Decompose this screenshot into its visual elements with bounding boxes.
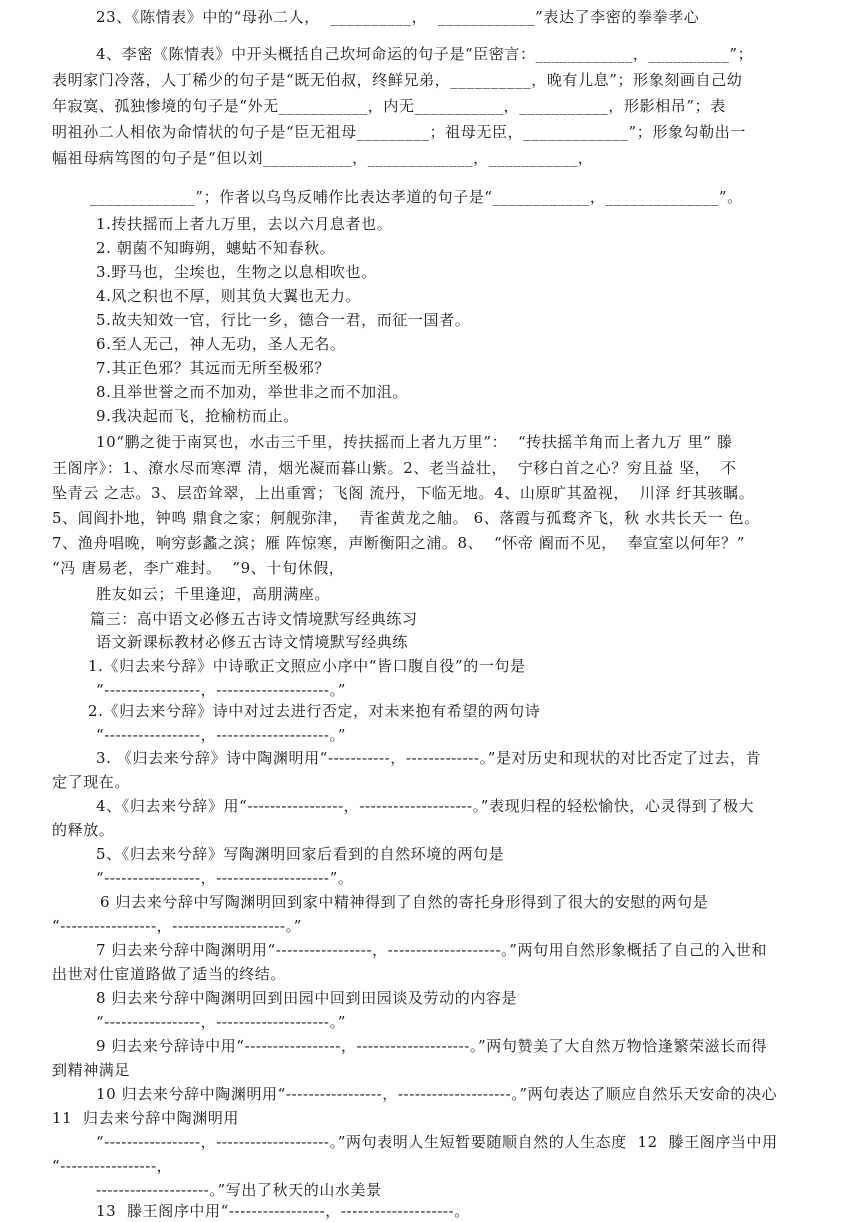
text-line: 7、渔舟唱晚，响穷彭蠡之滨；雁 阵惊寒，声断衡阳之浦。8、 “怀帝 阍而不见， 奉宣室以何年？” [52,534,746,552]
text-line: 年寂寞、孤独惨境的句子是“外无___________，内无___________，___________，形影相吊”；表 [52,97,726,115]
text-line: _____________”；作者以乌鸟反哺作比表达孝道的句子是“____________，______________”。 [90,188,743,206]
text-line: “-----------------， [52,1157,173,1175]
text-line: 5、《归去来兮辞》写陶渊明回家后看到的自然环境的两句是 [96,845,505,863]
text-line: “-----------------，--------------------。” [96,681,346,699]
text-line: 5、闾阎扑地，钟鸣 鼎食之家；舸舰弥津， 青雀黄龙之舳。 6、落霞与孤鹜齐飞，秋 水共长天一 色。 [52,509,760,527]
text-line: 2.《归去来兮辞》诗中对过去进行否定，对未来抱有希望的两句诗 [88,702,541,720]
text-line: 坠青云 之志。3、层峦耸翠，上出重霄；飞阁 流丹，下临无地。4、山原旷其盈视， 川泽 纡其骇瞩。 [52,484,755,502]
section-subheading: 语文新课标教材必修五古诗文情境默写经典练 [96,633,409,651]
text-line: 6.至人无己，神人无功，圣人无名。 [96,335,346,353]
text-line: 明祖孙二人相依为命情状的句子是“臣无祖母_________；祖母无臣，_____________”；形象勾勒出一 [52,123,746,141]
text-line: 定了现在。 [52,773,131,791]
text-line: “冯 唐易老，李广难封。 ”9、十旬休假， [52,559,345,577]
text-line: 胜友如云；千里逢迎，高朋满座。 [96,585,331,603]
text-line: 9.我决起而飞，抢榆枋而止。 [96,407,299,425]
text-line: 10“鹏之徙于南冥也，水击三千里，抟扶摇而上者九万里”： “抟扶摇羊角而上者九万 里” 滕 [96,433,733,451]
text-line: 9 归去来兮辞诗中用“-----------------，--------------------。”两句赞美了大自然万物恰逢繁荣滋长而得 [96,1037,768,1055]
text-line: 6 归去来兮辞中写陶渊明回到家中精神得到了自然的寄托身形得到了很大的安慰的两句是 [100,893,709,911]
text-line: “-----------------，--------------------”。 [96,869,354,887]
text-line: 1.抟扶摇而上者九万里，去以六月息者也。 [96,215,393,233]
text-line: 4、李密《陈情表》中开头概括自己坎坷命运的句子是“臣密言：____________，__________”； [96,45,754,63]
section-heading: 篇三：高中语文必修五古诗文情境默写经典练习 [90,610,418,628]
text-line: 7 归去来兮辞中陶渊明用“-----------------，--------------------。”两句用自然形象概括了自己的入世和 [96,941,768,959]
text-line: 11 归去来兮辞中陶渊明用 [52,1109,240,1127]
text-line: 5.故夫知效一官，行比一乡，德合一君，而征一国者。 [96,311,471,329]
text-line: 到精神满足 [52,1061,131,1079]
text-line: 表明家门冷落，人丁稀少的句子是“既无伯叔，终鲜兄弟，__________，晚有儿息”；形象刻画自己幼 [52,71,743,89]
text-line: 10 归去来兮辞中陶渊明用“-----------------，--------------------。”两句表达了顺应自然乐天安命的决心 [96,1085,778,1103]
text-line: 出世对仕宦道路做了适当的终结。 [52,965,287,983]
text-line: 3. 《归去来兮辞》诗中陶渊明用“-----------，-------------。”是对历史和现状的对比否定了过去，肯 [96,749,762,767]
text-line: 7.其正色邪？其远而无所至极邪？ [96,359,330,377]
text-line: 幅祖母病笃图的句子是“但以刘___________，_____________，___________， [52,149,594,167]
text-line: 王阁序》：1、潦水尽而寒潭 清，烟光凝而暮山紫。2、老当益壮， 宁移白首之心？穷且益 坚， 不 [52,459,737,477]
text-line: 23、《陈情表》中的“母孙二人， __________， ____________”表达了李密的拳拳孝心 [96,8,700,26]
text-line: “-----------------，--------------------。” [96,726,346,744]
text-line: 4.风之积也不厚，则其负大翼也无力。 [96,287,362,305]
text-line: 的释放。 [52,821,115,839]
text-line: 4、《归去来兮辞》用“-----------------，--------------------。”表现归程的轻松愉快，心灵得到了极大 [96,797,755,815]
text-line: 13 滕王阁序中用“-----------------，--------------------。 [96,1202,470,1220]
text-line: 2. 朝菌不知晦朔，蟪蛄不知春秋。 [96,239,336,257]
text-line: --------------------。”写出了秋天的山水美景 [96,1181,382,1199]
text-line: 8 归去来兮辞中陶渊明回到田园中回到田园谈及劳动的内容是 [96,989,518,1007]
text-line: “-----------------，--------------------。” [96,1013,346,1031]
text-line: 8.且举世誉之而不加劝，举世非之而不加沮。 [96,383,408,401]
text-line: 1.《归去来兮辞》中诗歌正文照应小序中“皆口腹自役”的一句是 [88,657,526,675]
text-line: “-----------------，--------------------。”两句表明人生短暂要随顺自然的人生态度 12 滕王阁序当中用 [96,1133,778,1151]
text-line: “-----------------，--------------------。” [52,917,302,935]
text-line: 3.野马也，尘埃也，生物之以息相吹也。 [96,263,377,281]
